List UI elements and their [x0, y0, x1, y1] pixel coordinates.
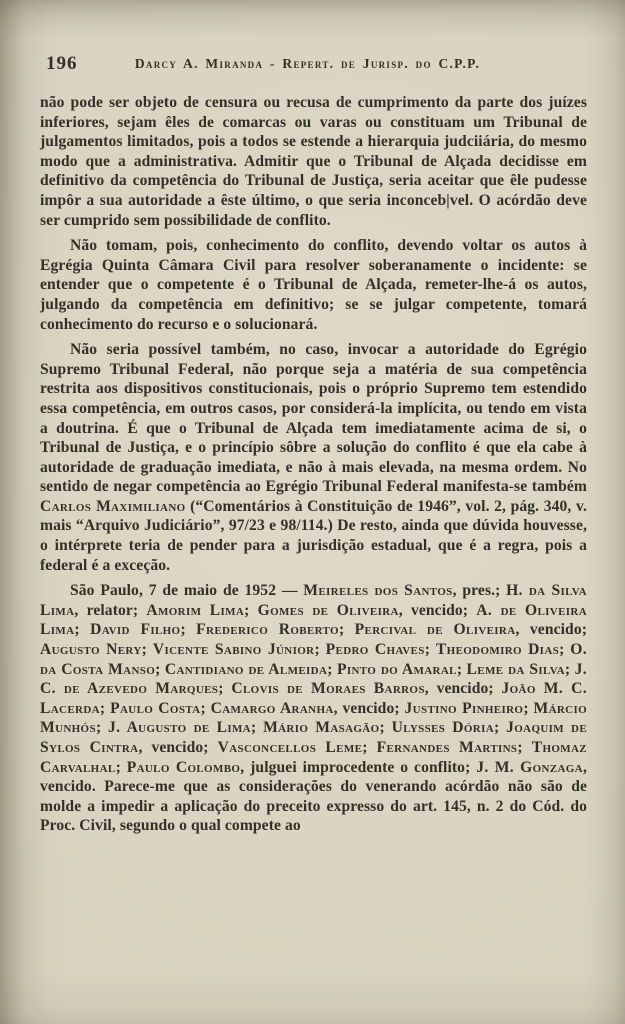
running-header: [0, 52, 625, 78]
small-caps-name: Fernandes Martins: [376, 739, 518, 756]
small-caps-name: Justino Pinheiro: [404, 699, 524, 717]
small-caps-name: Paulo Costa: [110, 699, 201, 717]
text-segment: , vencido. Parece-me que as considerações do venerando acórdão não são de molde a impedir a aplicação do preceito expresso do art. 145, n. 2 do Cód. do Proc. Civil, segundo o qual compete ao: [40, 758, 587, 835]
text-segment: ;: [523, 699, 534, 717]
text-segment: (“Comentários à Constituição de 1946”, vol. 2, pág. 340, v. mais “Arquivo Judiciário”, 97/23 e 98/114.) De resto, ainda que dúvida houvesse, o intérprete teria de pender para a jurisdição estadual, que é a regra, pois a federal é a exceção.: [40, 497, 587, 574]
small-caps-name: Ulysses Dória: [391, 719, 495, 737]
text-segment: ;: [200, 699, 211, 717]
small-caps-name: Pedro Chaves: [325, 641, 425, 659]
text-segment: ;: [314, 641, 326, 659]
small-caps-name: J. M. Gonzaga: [476, 758, 583, 776]
small-caps-name: Paulo Colombo: [126, 758, 241, 776]
text-segment: ;: [95, 719, 109, 737]
text-segment: ;: [424, 641, 436, 659]
text-segment: ;: [244, 601, 258, 619]
small-caps-name: H. da Silva Lima: [40, 582, 587, 619]
small-caps-name: Frederico Roberto: [196, 621, 339, 639]
text-segment: ;: [494, 719, 507, 737]
small-caps-name: João M. C. Lacerda: [40, 680, 587, 717]
text-segment: ;: [250, 719, 264, 737]
paragraph: [40, 236, 587, 334]
small-caps-name: Pinto do Amaral: [336, 660, 457, 678]
small-caps-name: Cantidiano de Almeida: [164, 660, 328, 678]
text-segment: ;: [559, 641, 571, 659]
text-segment: ;: [362, 739, 377, 756]
small-caps-name: Camargo Aranha: [210, 699, 334, 717]
small-caps-name: A. de Oliveira Lima: [40, 601, 587, 639]
small-caps-name: J. C. de Azevedo Marques: [40, 660, 588, 698]
small-caps-name: Joaquim de Sylos Cintra: [40, 719, 588, 756]
small-caps-name: Gomes de Oliveira: [257, 601, 399, 619]
text-segment: , julguei improcedente o conflito;: [240, 758, 477, 776]
paragraph: [40, 93, 587, 230]
text-segment: Não tomam, pois, conhecimento do conflito, devendo voltar os autos à Egrégia Quinta Câmara Civil para resolver soberanamente o incidente: se entender que o competente é o Tribunal de Alçada, remeter-lhe-á os autos, julgando da competência em definitivo; se se julgar competente, tomará conhecimento do recurso e o solucionará.: [40, 237, 587, 333]
text-block: [40, 93, 587, 836]
small-caps-name: Percival de Oliveira: [354, 621, 516, 639]
small-caps-name: David Filho: [90, 621, 181, 639]
text-segment: , vencido;: [424, 680, 502, 698]
text-segment: , vencido;: [138, 739, 218, 756]
text-segment: ;: [338, 621, 355, 639]
text-segment: ;: [218, 680, 232, 698]
small-caps-name: Carlos Maximiliano: [40, 497, 186, 515]
small-caps-name: O. da Costa Manso: [40, 641, 588, 678]
text-segment: ;: [115, 758, 127, 776]
text-segment: São Paulo, 7 de maio de 1952 —: [70, 582, 304, 600]
text-segment: ;: [180, 621, 197, 639]
small-caps-name: Clovis de Moraes Barros: [231, 680, 425, 698]
page-number: 196: [46, 53, 78, 74]
text-segment: ;: [517, 739, 532, 756]
small-caps-name: Thomaz Carvalhal: [40, 739, 587, 776]
text-segment: ;: [74, 621, 91, 639]
text-segment: ;: [141, 641, 153, 659]
small-caps-name: Augusto Nery: [40, 641, 142, 659]
small-caps-name: Theodomiro Dias: [435, 641, 560, 659]
text-segment: ;: [155, 660, 165, 678]
small-caps-name: Amorim Lima: [146, 601, 245, 619]
small-caps-name: Mário Masagão: [263, 719, 380, 737]
text-segment: não pode ser objeto de censura ou recusa de cumprimento da parte dos juízes inferiores, sejam êles de comarcas ou varas ou constituam um Tribunal de julgamentos limitados, pois a todos se estende a hierarquia judciiária, do mesmo modo que a administrativa. Admitir que o Tribunal de Alçada decidisse em definitivo da competência do Tribunal de Justiça, seria aceitar que êle pudesse impôr a sua autoridade a êste último, o que seria inconceb|vel. O acórdão deve ser cumprido sem possibilidade de conflito.: [40, 94, 587, 229]
small-caps-name: Márcio Munhós: [40, 699, 588, 737]
text-segment: ;: [564, 660, 575, 678]
text-segment: Não seria possível também, no caso, invocar a autoridade do Egrégio Supremo Tribunal Federal, não porque seja a matéria de sua competência restrita aos dispositivos constitucionais, pois o próprio Supremo tem estendido essa competência, em outros casos, por considerá-la implícita, ou tendo em vista a doutrina. É que o Tribunal de Alçada tem imediatamente acima de si, o Tribunal de Justiça, e o princípio sôbre a solução do conflito é que ela cabe à autoridade de graduação imediata, e não à mais elevada, na mesma ordem. No sentido de negar competência ao Egrégio Tribunal Federal manifesta-se também: [40, 341, 587, 496]
small-caps-name: Vicente Sabino Júnior: [152, 641, 315, 659]
text-segment: , vencido;: [333, 699, 405, 717]
text-segment: ;: [379, 719, 392, 737]
paragraph: [40, 581, 587, 836]
small-caps-name: J. Augusto de Lima: [108, 719, 251, 737]
text-segment: ;: [327, 660, 337, 678]
text-segment: , vencido;: [398, 601, 477, 619]
text-segment: , relator;: [74, 601, 147, 619]
small-caps-name: Vasconcellos Leme: [217, 739, 363, 756]
small-caps-name: Meireles dos Santos: [303, 582, 453, 600]
text-segment: ;: [456, 660, 467, 678]
text-segment: ;: [99, 699, 111, 717]
paragraph: [40, 340, 587, 575]
text-segment: , vencido;: [515, 621, 588, 639]
small-caps-name: Leme da Silva: [466, 660, 565, 678]
running-title: Darcy A. Miranda - Repert. de Jurisp. do C.P.P.: [134, 56, 481, 71]
text-segment: , pres.;: [452, 582, 507, 600]
